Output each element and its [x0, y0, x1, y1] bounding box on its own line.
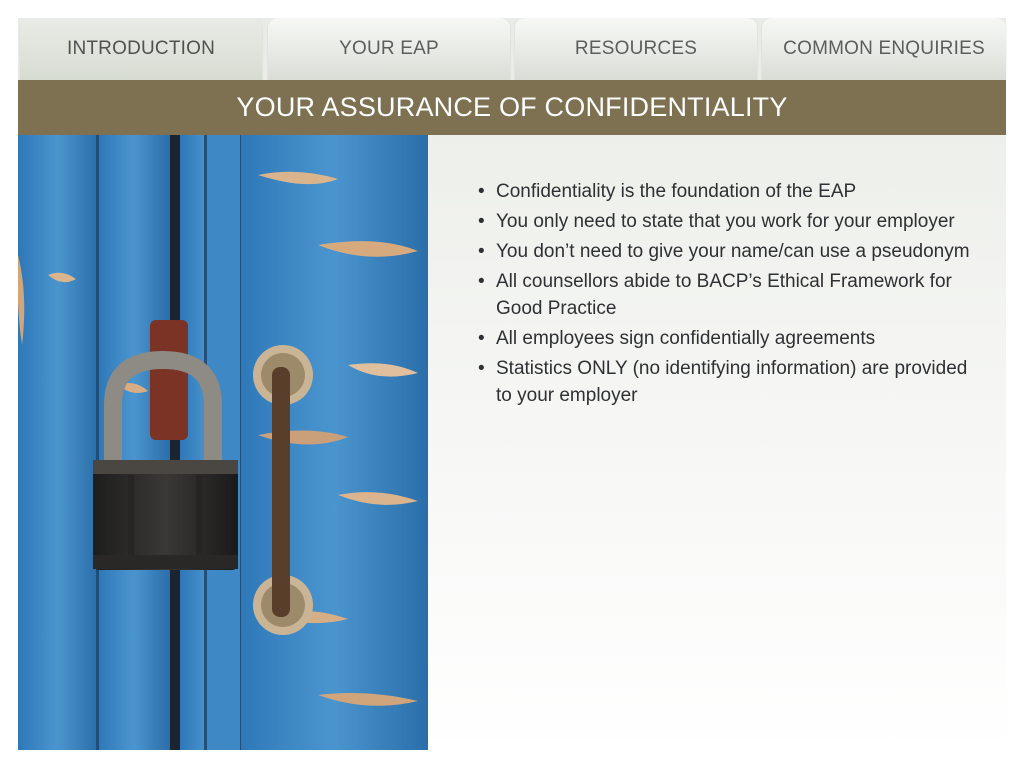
list-item: [478, 268, 978, 322]
bullet-icon: •: [478, 358, 485, 379]
padlock-icon: [18, 135, 428, 750]
list-item: [478, 178, 978, 205]
tab-resources[interactable]: RESOURCES: [515, 18, 757, 80]
bullet-icon: •: [478, 241, 485, 262]
bullet-icon: •: [478, 181, 485, 202]
bullet-icon: •: [478, 211, 485, 232]
tab-your-eap[interactable]: YOUR EAP: [268, 18, 510, 80]
list-item: [478, 238, 978, 265]
page-title: YOUR ASSURANCE OF CONFIDENTIALITY: [236, 92, 788, 122]
list-item: [478, 208, 978, 235]
bullet-list-container: [478, 178, 978, 412]
list-item-text: Statistics ONLY (no identifying information) are provided to your employer: [496, 358, 968, 406]
tab-bar: [18, 18, 1006, 80]
bullet-icon: •: [478, 328, 485, 349]
list-item-text: All employees sign confidentially agreements: [496, 328, 876, 349]
tab-introduction[interactable]: INTRODUCTION: [20, 18, 262, 80]
padlock-door-image: [18, 135, 428, 750]
list-item-text: All counsellors abide to BACP’s Ethical Framework for Good Practice: [496, 271, 952, 319]
list-item-text: Confidentiality is the foundation of the EAP: [496, 181, 857, 202]
title-bar: [18, 80, 1006, 135]
list-item: [478, 325, 978, 352]
bullet-icon: •: [478, 271, 485, 292]
list-item-text: You only need to state that you work for your employer: [496, 211, 955, 232]
list-item: [478, 355, 978, 409]
list-item-text: You don’t need to give your name/can use a pseudonym: [496, 241, 970, 262]
bullet-list: [478, 178, 978, 409]
tab-common-enquiries[interactable]: COMMON ENQUIRIES: [762, 18, 1006, 80]
